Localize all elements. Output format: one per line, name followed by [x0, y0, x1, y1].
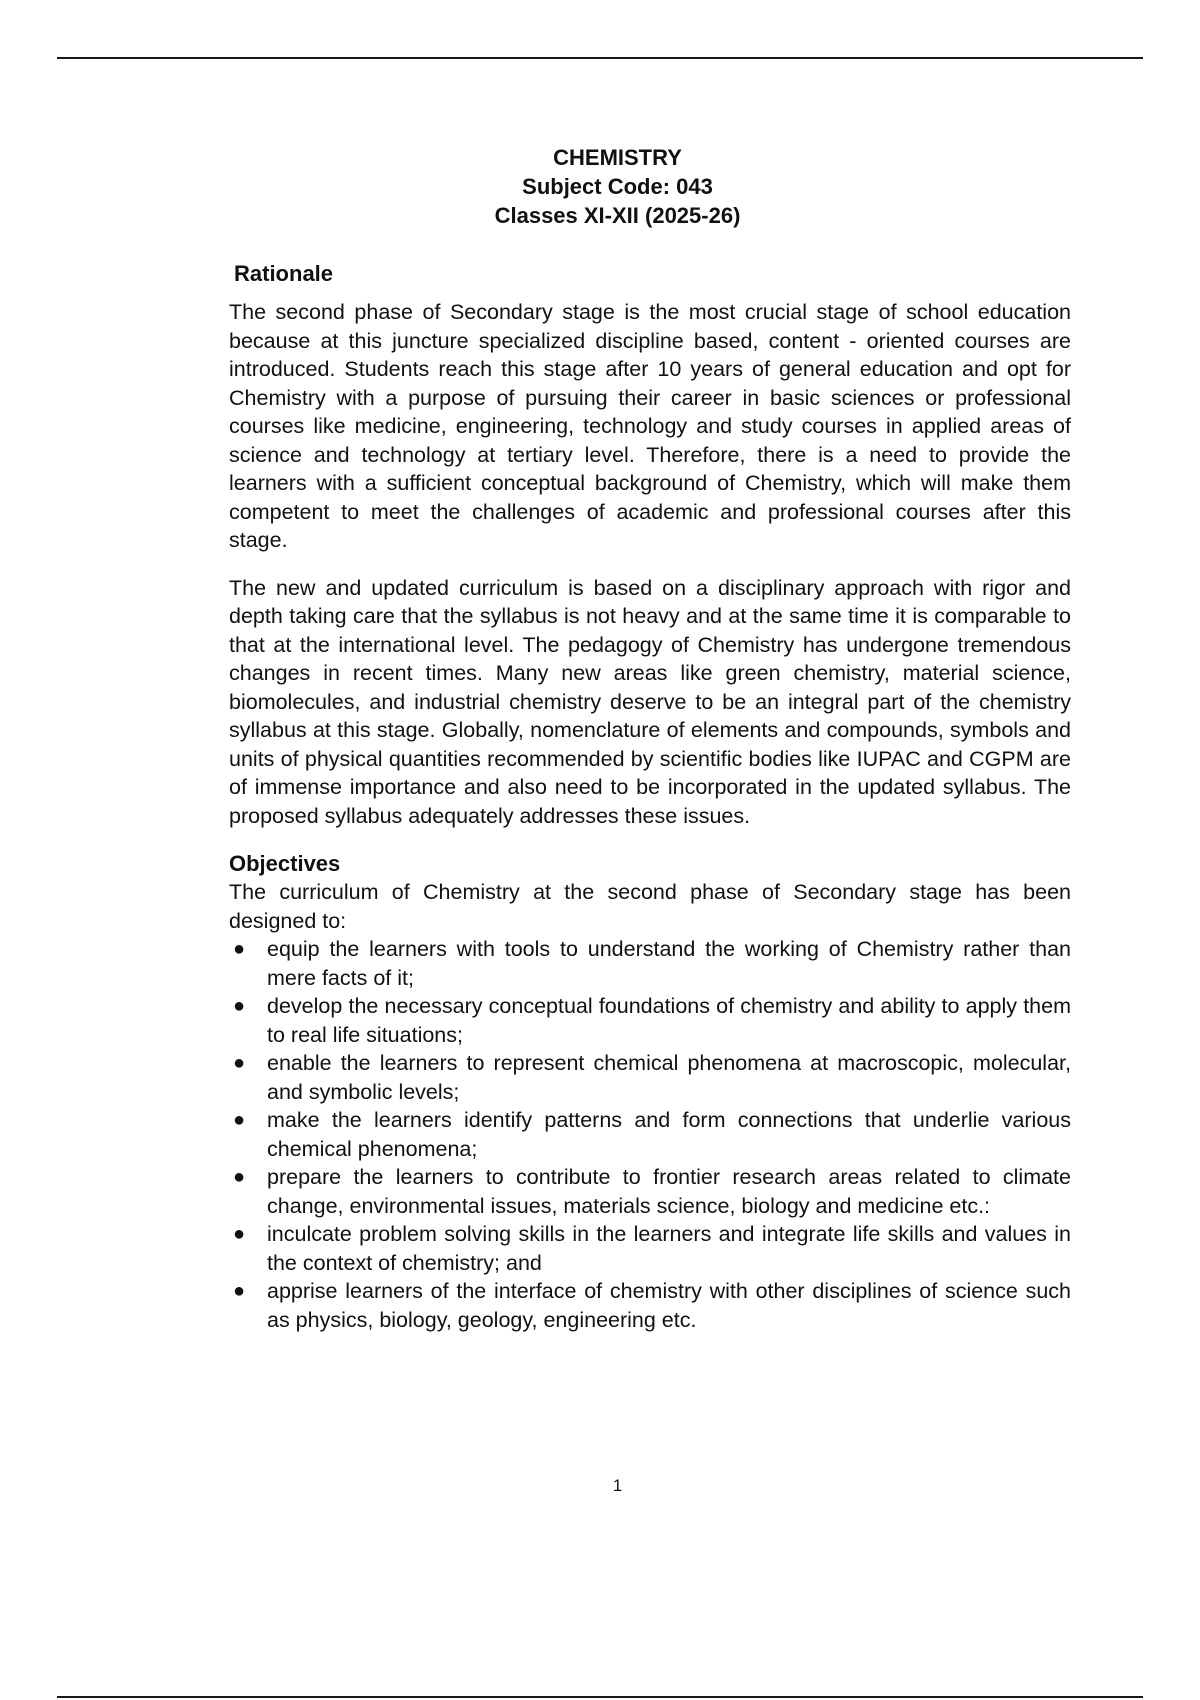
list-item	[229, 1049, 1071, 1106]
list-item	[229, 992, 1071, 1049]
objective-text: apprise learners of the interface of chemistry with other disciplines of science such as physics, biology, geology, engineering etc.	[267, 1279, 1071, 1332]
bullet-icon: ●	[233, 1223, 246, 1245]
rationale-paragraph-2: The new and updated curriculum is based on a disciplinary approach with rigor and depth taking care that the syllabus is not heavy and at the same time it is comparable to that at the international level. The pedagogy of Chemistry has undergone tremendous changes in recent times. Many new areas like green chemistry, material science, biomolecules, and industrial chemistry deserve to be an integral part of the chemistry syllabus at this stage. Globally, nomenclature of elements and compounds, symbols and units of physical quantities recommended by scientific bodies like IUPAC and CGPM are of immense importance and also need to be incorporated in the updated syllabus. The proposed syllabus adequately addresses these issues.	[229, 575, 1071, 828]
objective-text: equip the learners with tools to understand the working of Chemistry rather than mere facts of it;	[267, 937, 1071, 990]
list-item	[229, 1220, 1071, 1277]
list-item	[229, 935, 1071, 992]
objective-text: develop the necessary conceptual foundations of chemistry and ability to apply them to real life situations;	[267, 994, 1071, 1047]
bullet-icon: ●	[233, 1109, 246, 1131]
bullet-icon: ●	[233, 1280, 246, 1302]
title-block	[0, 143, 1200, 230]
objective-text: make the learners identify patterns and form connections that underlie various chemical phenomena;	[267, 1108, 1071, 1161]
bullet-icon: ●	[233, 995, 246, 1017]
page-number: 1	[612, 1476, 623, 1495]
objectives-intro: The curriculum of Chemistry at the second phase of Secondary stage has been designed to:	[229, 880, 1071, 933]
objectives-list	[229, 935, 1071, 1334]
list-item	[229, 1163, 1071, 1220]
objective-text: inculcate problem solving skills in the learners and integrate life skills and values in the context of chemistry; and	[267, 1222, 1071, 1275]
bottom-rule	[57, 1696, 1143, 1698]
list-item	[229, 1277, 1071, 1334]
subject-code: Subject Code: 043	[522, 174, 713, 199]
objectives-heading: Objectives	[229, 851, 341, 876]
objective-text: enable the learners to represent chemical phenomena at macroscopic, molecular, and symbolic levels;	[267, 1051, 1071, 1104]
top-rule	[57, 57, 1143, 59]
bullet-icon: ●	[233, 1052, 246, 1074]
document-body	[229, 260, 1071, 1334]
list-item	[229, 1106, 1071, 1163]
rationale-paragraph-1: The second phase of Secondary stage is the most crucial stage of school education because at this juncture specialized discipline based, content - oriented courses are introduced. Students reach this stage after 10 years of general education and opt for Chemistry with a purpose of pursuing their career in basic sciences or professional courses like medicine, engineering, technology and study courses in applied areas of science and technology at tertiary level. Therefore, there is a need to provide the learners with a sufficient conceptual background of Chemistry, which will make them competent to meet the challenges of academic and professional courses after this stage.	[229, 300, 1071, 552]
objective-text: prepare the learners to contribute to frontier research areas related to climate change, environmental issues, materials science, biology and medicine etc.:	[267, 1165, 1071, 1218]
classes-label: Classes XI-XII (2025-26)	[494, 203, 741, 228]
document-title: CHEMISTRY	[553, 145, 682, 170]
bullet-icon: ●	[233, 938, 246, 960]
bullet-icon: ●	[233, 1166, 246, 1188]
rationale-heading: Rationale	[234, 261, 334, 286]
